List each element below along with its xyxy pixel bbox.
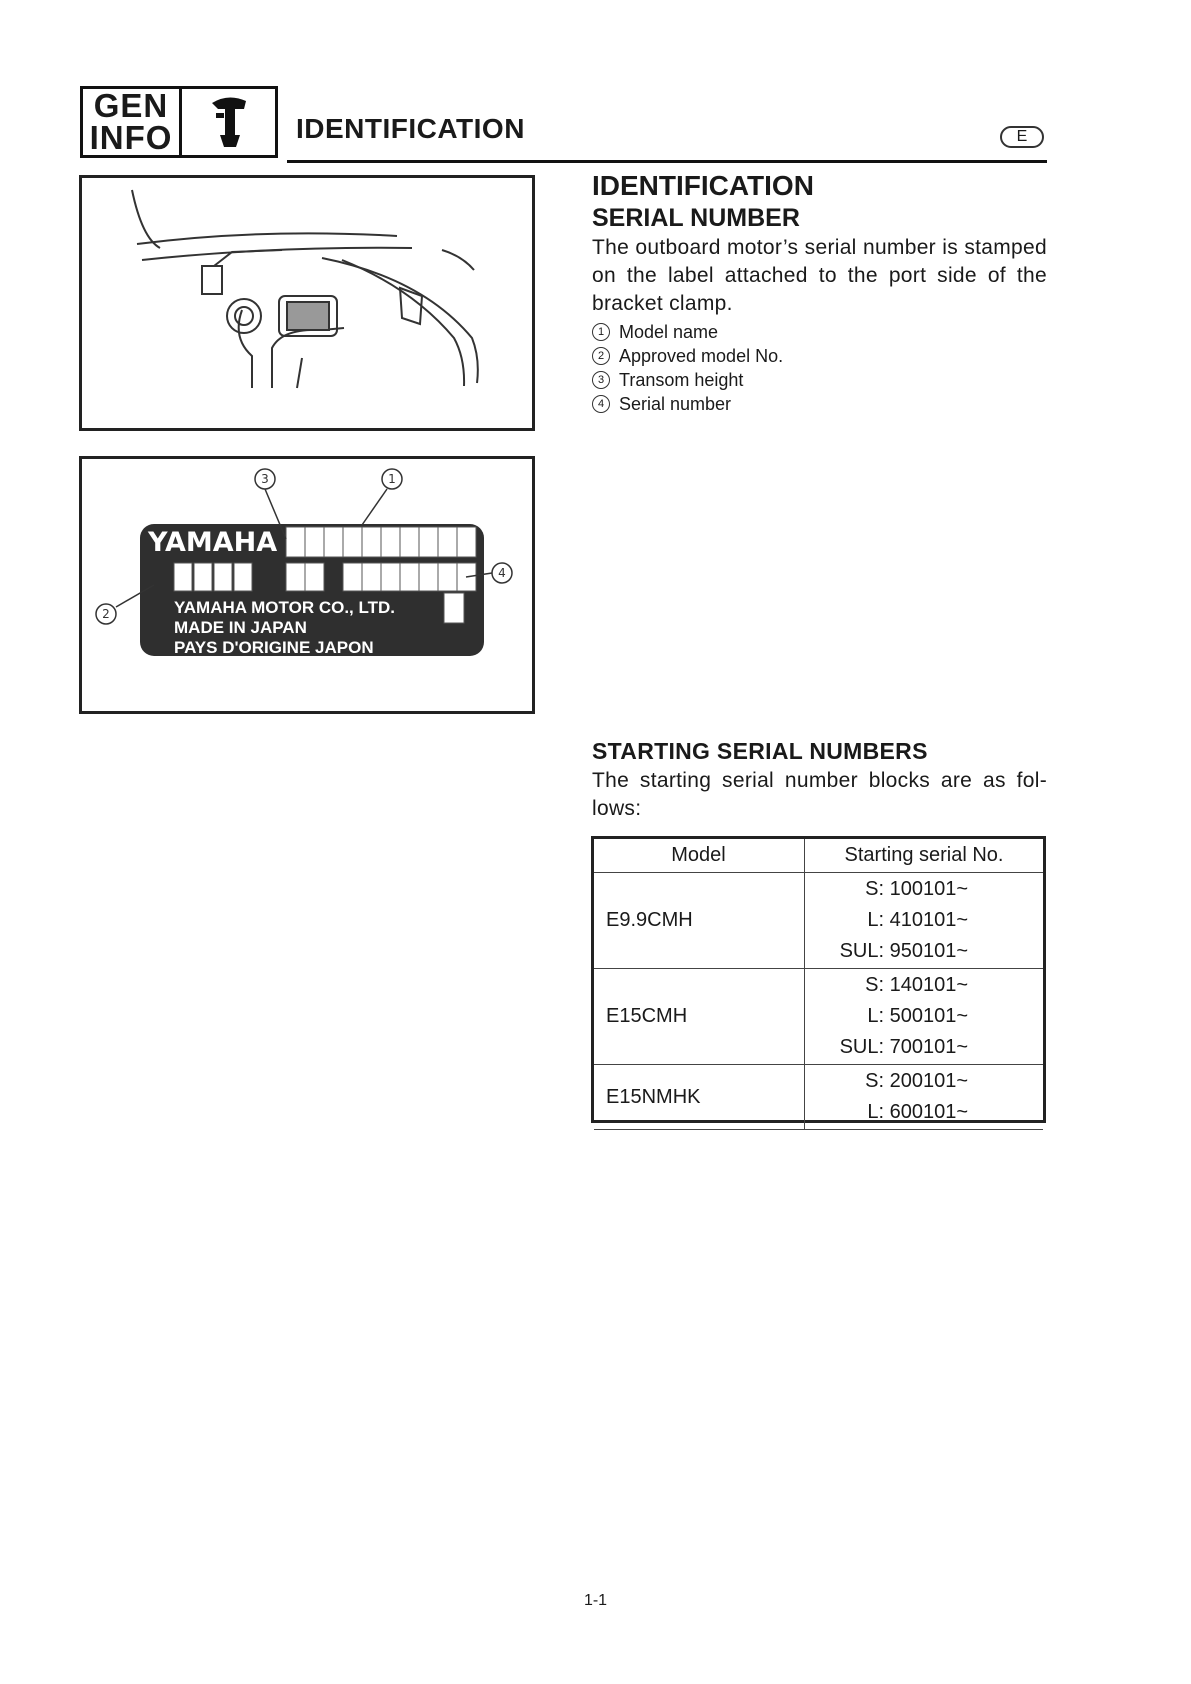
legend-list (592, 320, 783, 416)
callout-4: 4 (498, 566, 506, 580)
legend-number: 1 (592, 323, 610, 341)
model-cell: E9.9CMH (594, 873, 805, 969)
label-line2: MADE IN JAPAN (174, 618, 307, 637)
subheading: SERIAL NUMBER (592, 204, 800, 232)
serial-cell (805, 873, 1044, 969)
column-header-model: Model (594, 839, 805, 873)
serial-value: L: 410101~ (867, 909, 968, 931)
legend-number: 3 (592, 371, 610, 389)
label-line1: YAMAHA MOTOR CO., LTD. (174, 598, 395, 617)
serial-value: L: 600101~ (867, 1101, 968, 1123)
serial-paragraph: The outboard motor’s serial number is stamped on the label attached to the port side of the bracket clamp. (592, 236, 1047, 315)
legend-number: 2 (592, 347, 610, 365)
legend-number: 4 (592, 395, 610, 413)
legend-text: Serial number (619, 394, 732, 414)
model-cell: E15CMH (594, 969, 805, 1065)
section-tab-line2: INFO (89, 119, 173, 156)
serial-value: SUL: 700101~ (839, 1036, 968, 1058)
section-tab (80, 86, 278, 158)
bracket-clamp-figure (79, 175, 535, 431)
serial-value: SUL: 950101~ (839, 940, 968, 962)
table-row (594, 1065, 1043, 1130)
callout-3: 3 (261, 472, 269, 486)
serial-label-drawing (82, 459, 532, 711)
serial-label-figure (79, 456, 535, 714)
column-header-serial: Starting serial No. (805, 839, 1044, 873)
table-row (594, 873, 1043, 969)
serial-value: S: 200101~ (865, 1070, 968, 1092)
label-line3: PAYS D'ORIGINE JAPON (174, 638, 374, 657)
header-rule (287, 160, 1047, 163)
table-row (594, 969, 1043, 1065)
table-header-row (594, 839, 1043, 873)
serial-value: S: 100101~ (865, 878, 968, 900)
legend-item (592, 368, 783, 392)
serial-value: S: 140101~ (865, 974, 968, 996)
legend-text: Model name (619, 322, 719, 342)
bracket-clamp-drawing (82, 178, 532, 428)
legend-text: Transom height (619, 370, 744, 390)
legend-item (592, 344, 783, 368)
serial-cell (805, 1065, 1044, 1130)
outboard-motor-icon (182, 89, 275, 155)
section-heading: IDENTIFICATION (592, 170, 814, 201)
legend-item (592, 320, 783, 344)
model-cell: E15NMHK (594, 1065, 805, 1130)
starting-serial-heading: STARTING SERIAL NUMBERS (592, 738, 928, 764)
serial-table (591, 836, 1046, 1123)
callout-2: 2 (102, 607, 110, 621)
legend-item (592, 392, 783, 416)
serial-cell (805, 969, 1044, 1065)
legend-text: Approved model No. (619, 346, 784, 366)
callout-1: 1 (388, 472, 396, 486)
starting-serial-paragraph: The starting serial number blocks are as fol-lows: (592, 769, 1047, 820)
section-tab-text (83, 89, 182, 155)
serial-value: L: 500101~ (867, 1005, 968, 1027)
header-title: IDENTIFICATION (296, 113, 525, 144)
page-number: 1-1 (583, 1592, 608, 1609)
label-brand: YAMAHA (148, 527, 278, 558)
language-badge: E (1000, 126, 1044, 148)
section-tab-line1: GEN (93, 87, 169, 124)
